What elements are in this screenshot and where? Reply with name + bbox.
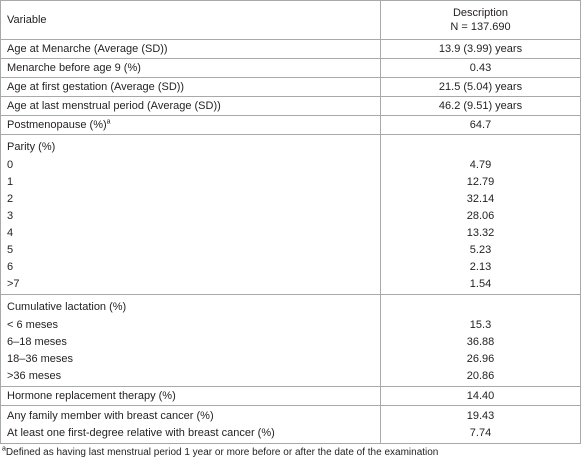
table-row	[1, 59, 581, 78]
lactation-item-label: 18–36 meses	[7, 353, 74, 365]
row-value: 21.5 (5.04) years	[381, 78, 581, 97]
lactation-item-value: 36.88	[466, 336, 495, 348]
row-label: Age at first gestation (Average (SD))	[1, 78, 381, 97]
header-description-title: Description	[452, 7, 509, 19]
parity-item-label: 6	[7, 261, 14, 273]
parity-values	[381, 135, 581, 295]
family-values	[381, 406, 581, 444]
table-header-row	[1, 1, 581, 40]
parity-item-value: 5.23	[469, 244, 492, 256]
lactation-labels	[1, 295, 381, 387]
family-item-label: At least one first-degree relative with breast cancer (%)	[7, 427, 275, 439]
parity-item-label: 3	[7, 210, 14, 222]
header-sample-size: N = 137.690	[450, 21, 511, 33]
parity-block	[1, 135, 581, 295]
parity-item-label: 1	[7, 176, 14, 188]
family-item-label: Any family member with breast cancer (%)	[7, 410, 214, 422]
header-variable: Variable	[1, 1, 381, 40]
row-label	[1, 116, 381, 135]
row-value: 64.7	[381, 116, 581, 135]
lactation-item-label: >36 meses	[7, 370, 62, 382]
row-label: Hormone replacement therapy (%)	[1, 387, 381, 406]
parity-item-label: 5	[7, 244, 14, 256]
family-labels	[1, 406, 381, 444]
row-value: 46.2 (9.51) years	[381, 97, 581, 116]
footnote-text: Defined as having last menstrual period 1 year or more before or after the date of the examination	[5, 447, 439, 458]
lactation-item-label: 6–18 meses	[7, 336, 67, 348]
table-footnote	[2, 447, 438, 459]
lactation-item-label: < 6 meses	[7, 319, 59, 331]
parity-title: Parity (%)	[7, 141, 56, 153]
row-label: Age at last menstrual period (Average (SD))	[1, 97, 381, 116]
footnote-marker: a	[106, 117, 111, 125]
table-row	[1, 387, 581, 406]
footnote-marker: a	[2, 445, 6, 453]
row-value: 0.43	[381, 59, 581, 78]
table-row	[1, 116, 581, 135]
parity-item-value: 2.13	[469, 261, 492, 273]
parity-item-label: 2	[7, 193, 14, 205]
parity-item-value: 32.14	[466, 193, 495, 205]
parity-item-label: 4	[7, 227, 14, 239]
family-item-value: 19.43	[466, 410, 495, 422]
parity-item-value: 1.54	[469, 278, 492, 290]
lactation-item-value: 26.96	[466, 353, 495, 365]
header-description	[381, 1, 581, 40]
parity-item-value: 12.79	[466, 176, 495, 188]
lactation-values	[381, 295, 581, 387]
row-value: 14.40	[381, 387, 581, 406]
table-row	[1, 40, 581, 59]
lactation-item-value: 15.3	[469, 319, 492, 331]
postmenopause-label: Postmenopause (%)	[7, 118, 107, 131]
parity-item-value: 13.32	[466, 227, 495, 239]
family-item-value: 7.74	[469, 427, 492, 439]
row-label: Age at Menarche (Average (SD))	[1, 40, 381, 59]
parity-item-label: 0	[7, 159, 14, 171]
row-label: Menarche before age 9 (%)	[1, 59, 381, 78]
row-value: 13.9 (3.99) years	[381, 40, 581, 59]
table-row	[1, 78, 581, 97]
family-block	[1, 406, 581, 444]
lactation-item-value: 20.86	[466, 370, 495, 382]
table-row	[1, 97, 581, 116]
parity-labels	[1, 135, 381, 295]
parity-item-value: 4.79	[469, 159, 492, 171]
lactation-title: Cumulative lactation (%)	[7, 301, 127, 313]
parity-item-label: >7	[7, 278, 20, 290]
lactation-block	[1, 295, 581, 387]
parity-item-value: 28.06	[466, 210, 495, 222]
